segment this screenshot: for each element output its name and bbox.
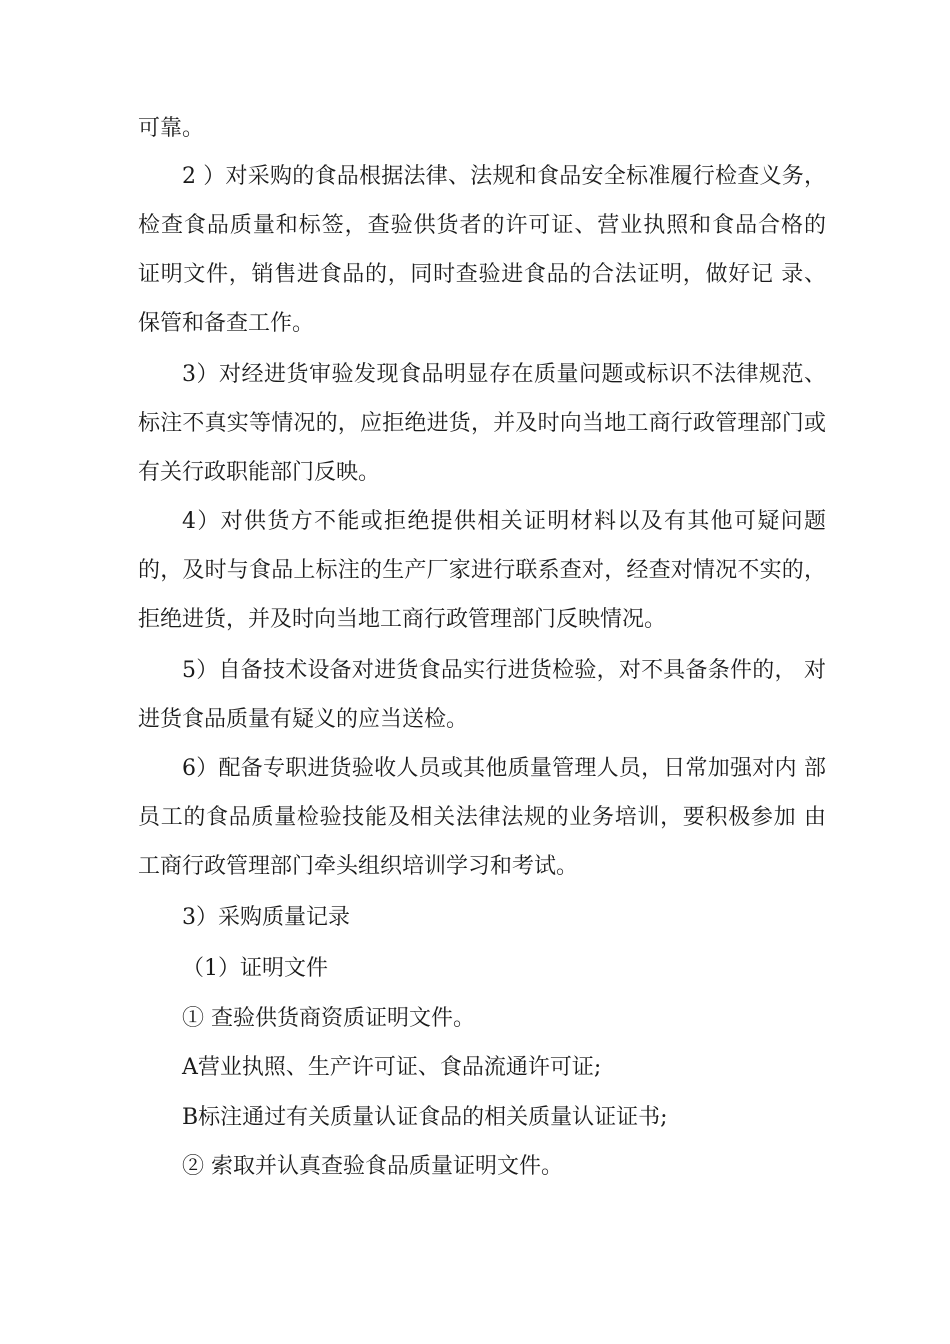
paragraph-item-2: 2 ）对采购的食品根据法律、法规和食品安全标准履行检查义务，检查食品质量和标签，查验供货者的许可证、营业执照和食品合格的 证明文件，销售进食品的，同时查验进食品的合法证明，做好记 录、保管和备查工作。: [138, 164, 826, 336]
paragraph-item-5: 5）自备技术设备对进货食品实行进货检验，对不具备条件的， 对进货食品质量有疑义的应当送检。: [138, 658, 826, 732]
paragraph-item-4: 4）对供货方不能或拒绝提供相关证明材料以及有其他可疑问题 的，及时与食品上标注的生产厂家进行联系查对，经查对情况不实的， 拒绝进货，并及时向当地工商行政管理部门反映情况。: [138, 509, 826, 632]
list-item-a: A营业执照、生产许可证、食品流通许可证;: [182, 1055, 602, 1080]
paragraph-item-3: 3）对经进货审验发现食品明显存在质量问题或标识不法律规范、标注不真实等情况的，应拒绝进货，并及时向当地工商行政管理部门或 有关行政职能部门反映。: [138, 362, 826, 485]
paragraph-item-6: 6）配备专职进货验收人员或其他质量管理人员，日常加强对内 部员工的食品质量检验技能及相关法律法规的业务培训，要积极参加 由工商行政管理部门牵头组织培训学习和考试。: [138, 756, 826, 879]
list-item-b: B标注通过有关质量认证食品的相关质量认证证书;: [182, 1105, 668, 1130]
list-item-1: ① 查验供货商资质证明文件。: [182, 1006, 475, 1031]
section-heading-purchase-quality-records: 3）采购质量记录: [182, 905, 350, 930]
list-item-2: ② 索取并认真查验食品质量证明文件。: [182, 1154, 563, 1179]
subsection-heading-certificates: （1）证明文件: [182, 956, 328, 981]
paragraph-continuation: 可靠。: [138, 116, 205, 141]
